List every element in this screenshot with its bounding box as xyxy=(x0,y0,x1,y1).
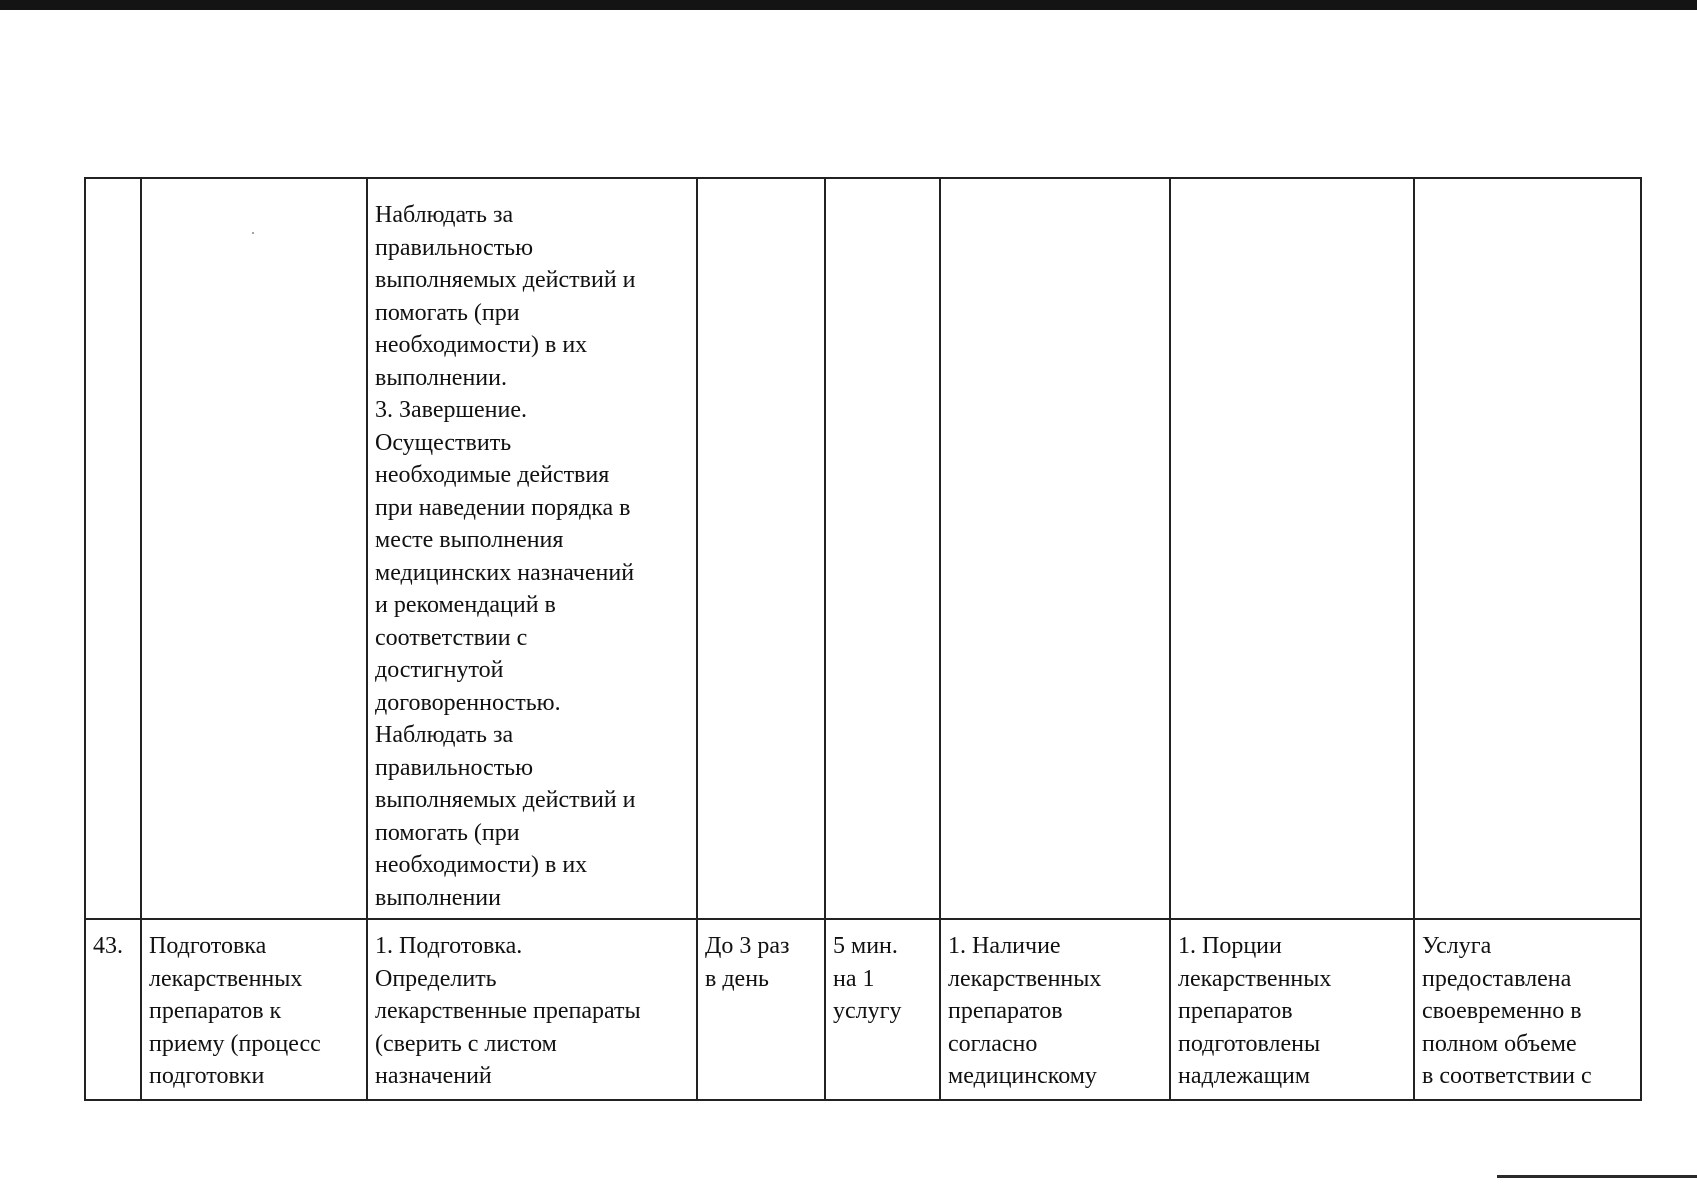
services-table xyxy=(84,177,1642,1101)
cell-service-name xyxy=(141,178,367,919)
cell-duration xyxy=(825,178,940,919)
cell-evaluation: Услуга предоставлена своевременно в полном объеме в соответствии с xyxy=(1414,919,1641,1100)
table-row xyxy=(85,178,1641,919)
table-row xyxy=(85,919,1641,1100)
cell-number xyxy=(85,178,141,919)
cell-service-name: Подготовка лекарственных препаратов к приему (процесс подготовки xyxy=(141,919,367,1100)
cell-duration: 5 мин. на 1 услугу xyxy=(825,919,940,1100)
scan-edge-top xyxy=(0,0,1697,10)
cell-evaluation xyxy=(1414,178,1641,919)
cell-frequency: До 3 раз в день xyxy=(697,919,825,1100)
cell-description: 1. Подготовка. Определить лекарственные препараты (сверить с листом назначений xyxy=(367,919,697,1100)
scan-edge-bottom xyxy=(1497,1175,1697,1178)
cell-number: 43. xyxy=(85,919,141,1100)
cell-result xyxy=(1170,178,1414,919)
cell-result: 1. Порции лекарственных препаратов подготовлены надлежащим xyxy=(1170,919,1414,1100)
cell-conditions xyxy=(940,178,1170,919)
cell-conditions: 1. Наличие лекарственных препаратов согласно медицинскому xyxy=(940,919,1170,1100)
cell-frequency xyxy=(697,178,825,919)
cell-description: Наблюдать за правильностью выполняемых действий и помогать (при необходимости) в их выполнении. 3. Завершение. Осуществить необходимые действия при наведении порядка в месте выполнения медицинских назначений и рекомендаций в соответствии с достигнутой договоренностью. Наблюдать за правильностью выполняемых действий и помогать (при необходимости) в их выполнении xyxy=(367,178,697,919)
